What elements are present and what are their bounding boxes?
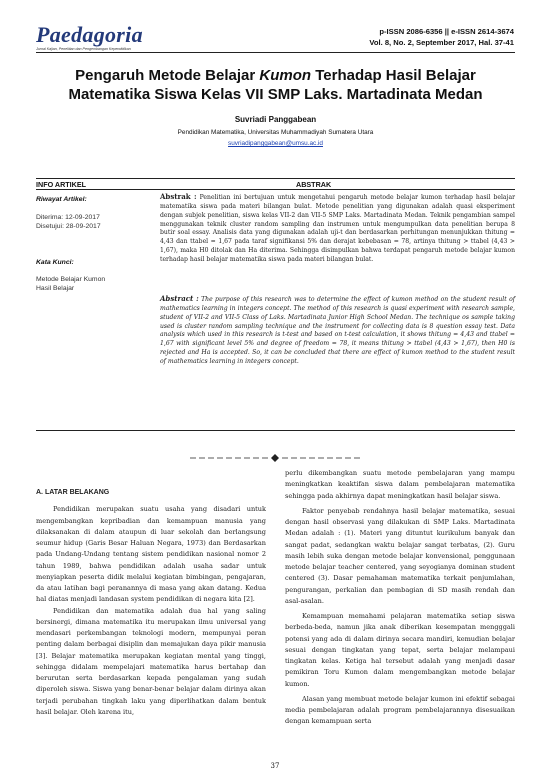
- abstract-id-text: Penelitian ini bertujuan untuk mengetahui pengaruh metode belajar kumon terhadap hasil belajar matematika siswa pada materi bilangan bulat. Metode penelitian yang digunakan adalah quasi eksperiment dengan subjek penelitian, siswa kelas VII-2 dan VII-5 SMP Laks. Martadinata Medan. Teknik pengambian sampel menggunakan teknik cluster random sampling dan instrumen untuk mengumpulkan data penelitian berupa 8 butir soal essay. Analisis data yang digunakan adalah uji-t dan berdasarkan perhitungan menunjukkan thitung = 4,43 dan ttabel = 1,67 pada taraf signifikansi 5% dan derajat kebebasan = 78, artinya thitung > ttabel (4,43 > 1,67), maka H0 ditolak dan Ha diterima. Sehingga disimpulkan bahwa terdapat pengaruh metode belajar kumon terhadap hasil belajar matematika siswa pada materi bilangan bulat.: [160, 194, 515, 263]
- keyword-1: Metode Belajar Kumon: [36, 275, 106, 283]
- volume-line: Vol. 8, No. 2, September 2017, Hal. 37-41: [369, 38, 514, 47]
- abstract-bottom-rule: [36, 430, 515, 431]
- body-right-column: [285, 468, 515, 728]
- title-text: Pengaruh Metode Belajar: [75, 67, 260, 84]
- paragraph: Pendidikan dan matematika adalah dua hal yang saling bersinergi, dimana matematika itu merupakan ilmu universal yang mendasari perkembangan teknologi modern, mempunyai peran penting dalam berbagai disiplin dan memajukan daya pikir manusia [3]. Belajar matematika merupakan kegiatan mental yang tinggi, sehingga didalam mempelajari matematika harus bertahap dan berurutan serta berdasarkan kepada pengalaman yang sudah diperoleh siswa. Siswa yang benar-benar belajar dalam dirinya akan terjadi perubahan tingkah laku yang diperlihatkan dalam bentuk hasil belajar. Oleh karena itu,: [36, 606, 266, 716]
- abstract-heading: ABSTRAK: [296, 180, 332, 189]
- info-heading: INFO ARTIKEL: [36, 180, 87, 189]
- abstract-top-rule: [36, 178, 515, 179]
- journal-tagline: Jurnal Kajian, Penelitian dan Pengembangan Kependidikan: [36, 47, 131, 51]
- keywords: [36, 258, 105, 294]
- received-date: Diterima: 12-09-2017: [36, 213, 100, 221]
- title-line-1: [36, 66, 515, 85]
- keywords-label: Kata Kunci:: [36, 259, 74, 266]
- paragraph: Pendidikan merupakan suatu usaha yang disadari untuk mengembangkan kepribadian dan kemampuan manusia yang dilaksanakan di dalam ataupun di luar sekolah dan berlangsung seumur hidup (Garis Besar Haluan Negara, 1973) dan Berdasarkan pada Undang-Undang tentang sistem pendidikan nasional nomor 2 tahun 1989, bahwa pendidikan adalah usaha sadar untuk menyiapkan peserta didik melalui kegiatan bimbingan, pengajaran, da atau latihan bagi peranannya di masa yang akan datang. Kedua hal diatas menjadi landasan system pendidikan di negara kita [2].: [36, 505, 266, 604]
- section-separator: [190, 454, 360, 462]
- paragraph: Alasan yang membuat metode belajar kumon ini efektif sebagai media pembelajaran adalah program pembelajarannya disesuaikan dengan kemampuan serta: [285, 694, 515, 726]
- paragraph: perlu dikembangkan suatu metode pembelajaran yang mampu meningkatkan keaktifan siswa dalam pembelajaran matematika sehingga pada akhirnya dapat meningkatkan hasil belajar siswa.: [285, 469, 515, 500]
- author-name: Suvriadi Panggabean: [234, 115, 317, 124]
- journal-logo: [36, 24, 143, 51]
- author-email[interactable]: suvriadipanggabean@umsu.ac.id: [228, 140, 323, 147]
- section-heading: A. LATAR BELAKANG: [36, 489, 110, 496]
- keyword-2: Hasil Belajar: [36, 285, 75, 293]
- title-text: Terhadap Hasil Belajar: [311, 67, 476, 84]
- issn-block: [369, 26, 514, 48]
- body-left-column: [36, 487, 266, 718]
- abstract-en-text: The purpose of this research was to determine the effect of kumon method on the student result of mathematics learning in integers concept. The method of this research is quasi experiment with research sample, student of VII-2 and VII-5 Class of Laks. Martadinata Junior High School Medan. The technique os sample taking used is cluster random sampling technique and the instrument for collecting data is 8 question essay test. Data analysis which used in this research is t-test and based on t-test calculation, it shows thitung = 4,43 and ttabel = 1,67 with significant level 5% and degree of freedom = 78, it means thitung > ttabel (4,43 > 1,67), then H0 is rejected and Ha is accepted. So, it can be concluded that there are effect of kumon method to the student result of mathematics learning in integers concept.: [160, 296, 515, 365]
- article-title: [36, 66, 515, 104]
- history-label: Riwayat Artikel:: [36, 196, 87, 203]
- issn-line: p-ISSN 2086-6356 || e-ISSN 2614-3674: [379, 27, 514, 36]
- paragraph: Kemampuan memahami pelajaran matematika setiap siswa berbeda-beda, namun jika anak diberikan kesempatan mengggali potensi yang ada di dalam dirinya secara mandiri, kemudian belajar sesuai dengan tingkatan yang tepat, serta belajar melampaui tingkatan kelas. Ketiga hal tersebut adalah yang menjadi dasar pemikiran Toru Kumon dalam mengembangkan metode belajar kumon.: [285, 612, 515, 688]
- journal-name: Paedagoria: [36, 22, 143, 47]
- author-affiliation: Pendidikan Matematika, Universitas Muhammadiyah Sumatera Utara: [177, 129, 374, 136]
- page-number: 37: [270, 762, 280, 770]
- paragraph: Faktor penyebab rendahnya hasil belajar matematika, sesuai dengan hasil observasi yang dilakukan di SMP Laks. Martadinata Medan adalah : (1). Materi yang dituntut kurikulum banyak dan sangat padat, sedangkan waktu belajar sangat terbatas, (2). Guru masih lebih suka dengan metode belajar konvensional, penggunaan metode belajar teacher centered, yang seyogianya dominan student centered (3). Dasar pemahaman matematika terkait penjumlahan, pengurangan, perkalian dan pembagian di SD masih rendah dan asal-asalan.: [285, 506, 515, 605]
- header-rule: [36, 52, 515, 53]
- abstract-id-label: Abstrak :: [160, 192, 197, 201]
- abstract-en-label: Abstract :: [160, 294, 199, 303]
- abstract-english: [160, 295, 515, 367]
- article-history: [36, 195, 101, 232]
- abstract-sub-rule: [36, 189, 515, 190]
- abstract-indonesian: [160, 193, 515, 265]
- accepted-date: Disetujui: 28-09-2017: [36, 223, 101, 231]
- title-line-2: Matematika Siswa Kelas VII SMP Laks. Martadinata Medan: [68, 86, 483, 103]
- title-italic: Kumon: [259, 67, 312, 84]
